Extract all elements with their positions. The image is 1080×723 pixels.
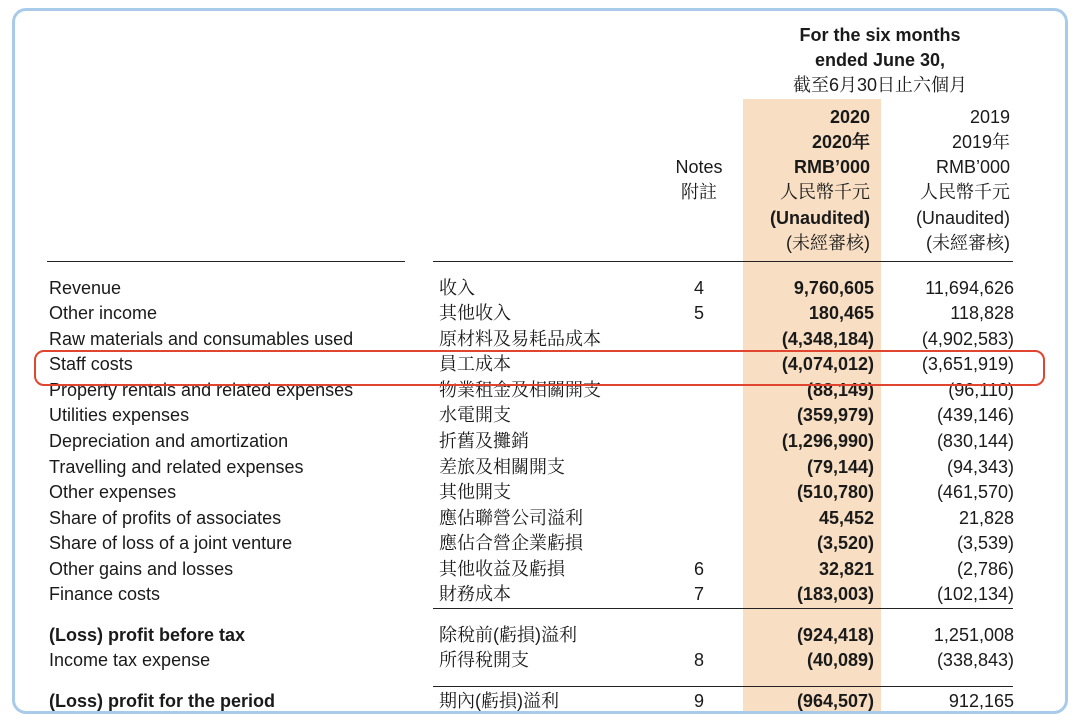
- period-header-zh: 截至6月30日止六個月: [792, 75, 968, 95]
- row-en: (Loss) profit before tax: [49, 625, 246, 645]
- notes-header-zh: 附註: [681, 182, 717, 202]
- staff-costs-highlight-box: [34, 350, 1045, 386]
- row-v2019: (3,651,919): [921, 354, 1014, 374]
- row-v2020: (79,144): [806, 457, 874, 477]
- row-v2020: 32,821: [818, 559, 874, 579]
- row-v2019: 1,251,008: [933, 625, 1014, 645]
- row-note: 4: [693, 278, 704, 298]
- row-v2020: (40,089): [806, 650, 874, 670]
- col-2020-audit: (Unaudited): [770, 208, 870, 228]
- col-2020-year-zh: 2020年: [811, 132, 870, 152]
- row-en: Revenue: [49, 278, 122, 298]
- row-v2019: (94,343): [946, 457, 1014, 477]
- row-en: Share of profits of associates: [49, 508, 282, 528]
- row-v2019: (830,144): [936, 431, 1014, 451]
- row-v2020: (924,418): [796, 625, 874, 645]
- col-2019-audit: (Unaudited): [915, 208, 1010, 228]
- col-2019-unit-zh: 人民幣千元: [920, 182, 1010, 202]
- row-en: Utilities expenses: [49, 405, 190, 425]
- row-v2019: (461,570): [936, 482, 1014, 502]
- row-zh: 應佔聯營公司溢利: [439, 508, 583, 528]
- row-en: Income tax expense: [49, 650, 211, 670]
- row-note: 8: [693, 650, 704, 670]
- row-en: Other expenses: [49, 482, 177, 502]
- row-v2020: (964,507): [796, 691, 874, 711]
- row-v2019: 21,828: [958, 508, 1014, 528]
- row-v2020: 180,465: [808, 303, 874, 323]
- row-en: Property rentals and related expenses: [49, 380, 354, 400]
- row-v2020: (3,520): [816, 533, 874, 553]
- row-zh: 財務成本: [439, 584, 511, 604]
- row-zh: 水電開支: [439, 405, 511, 425]
- row-v2020: 9,760,605: [793, 278, 874, 298]
- row-zh: 原材料及易耗品成本: [439, 329, 601, 349]
- row-note: 6: [693, 559, 704, 579]
- row-v2020: (359,979): [796, 405, 874, 425]
- row-zh: 除稅前(虧損)溢利: [439, 625, 577, 645]
- row-en: (Loss) profit for the period: [49, 691, 275, 711]
- row-zh: 期內(虧損)溢利: [439, 691, 559, 711]
- header-rule-en: [47, 261, 405, 262]
- row-en: Raw materials and consumables used: [49, 329, 354, 349]
- row-note: 7: [693, 584, 704, 604]
- col-2019-year-zh: 2019年: [951, 132, 1010, 152]
- row-zh: 其他收益及虧損: [439, 559, 565, 579]
- row-zh: 折舊及攤銷: [439, 431, 529, 451]
- header-rule-zh: [433, 261, 1013, 262]
- row-en: Depreciation and amortization: [49, 431, 289, 451]
- row-v2020: (510,780): [796, 482, 874, 502]
- col-2019-audit-zh: (未經審核): [926, 233, 1010, 253]
- col-2019-year: 2019: [969, 107, 1010, 127]
- row-zh: 所得稅開支: [439, 650, 529, 670]
- period-header-en-2: ended June 30,: [814, 50, 946, 70]
- row-v2019: (102,134): [936, 584, 1014, 604]
- row-en: Other income: [49, 303, 158, 323]
- row-v2020: (4,074,012): [781, 354, 874, 374]
- col-2020-audit-zh: (未經審核): [786, 233, 870, 253]
- row-v2019: 11,694,626: [925, 278, 1014, 298]
- bottom-rule: [47, 713, 1013, 714]
- row-v2020: (88,149): [806, 380, 874, 400]
- row-zh: 應佔合營企業虧損: [439, 533, 583, 553]
- col-2020-unit-zh: 人民幣千元: [780, 182, 870, 202]
- statement-frame: [12, 8, 1068, 714]
- row-note: 9: [693, 691, 704, 711]
- row-en: Travelling and related expenses: [49, 457, 304, 477]
- col-2020-year: 2020: [829, 107, 870, 127]
- row-v2019: 912,165: [948, 691, 1014, 711]
- total-rule: [433, 686, 1013, 687]
- period-header-en-1: For the six months: [799, 25, 961, 45]
- row-v2019: (3,539): [956, 533, 1014, 553]
- col-2019-unit: RMB’000: [935, 157, 1010, 177]
- row-v2019: (4,902,583): [921, 329, 1014, 349]
- col-2020-unit: RMB’000: [793, 157, 870, 177]
- row-v2020: (4,348,184): [781, 329, 874, 349]
- row-v2019: (96,110): [948, 380, 1014, 400]
- row-v2019: (2,786): [956, 559, 1014, 579]
- row-en: Other gains and losses: [49, 559, 234, 579]
- row-en: Staff costs: [49, 354, 133, 374]
- row-en: Share of loss of a joint venture: [49, 533, 293, 553]
- row-note: 5: [693, 303, 704, 323]
- row-zh: 其他開支: [439, 482, 511, 502]
- row-v2020: 45,452: [818, 508, 874, 528]
- row-en: Finance costs: [49, 584, 161, 604]
- row-v2020: (1,296,990): [781, 431, 874, 451]
- row-v2019: (338,843): [936, 650, 1014, 670]
- row-zh: 物業租金及相關開支: [439, 380, 601, 400]
- row-v2020: (183,003): [796, 584, 874, 604]
- notes-header-en: Notes: [675, 157, 723, 177]
- subtotal-rule: [433, 608, 1013, 609]
- row-zh: 員工成本: [439, 354, 511, 374]
- row-zh: 其他收入: [439, 303, 511, 323]
- row-zh: 收入: [439, 278, 475, 298]
- row-v2019: 118,828: [950, 303, 1014, 323]
- row-v2019: (439,146): [936, 405, 1014, 425]
- row-zh: 差旅及相關開支: [439, 457, 565, 477]
